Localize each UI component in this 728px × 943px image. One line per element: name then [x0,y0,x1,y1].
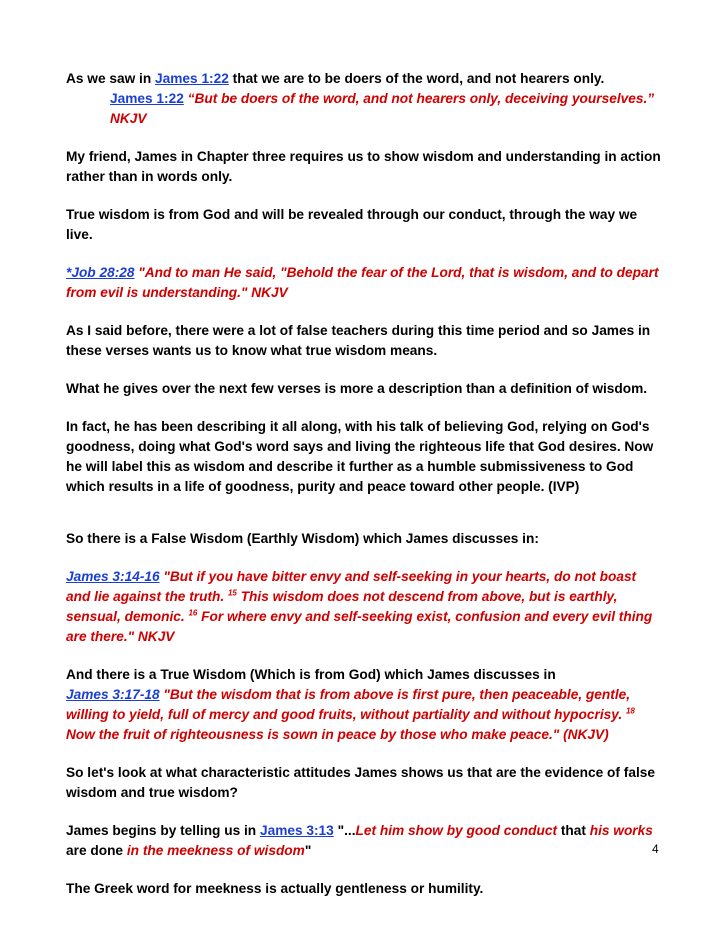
paragraph-doers-intro: As we saw in James 1:22 that we are to be doers of the word, and not hearers only. [66,71,605,86]
scripture-link-james-1-22-quote[interactable]: James 1:22 [110,91,184,106]
scripture-link-james-1-22[interactable]: James 1:22 [155,71,229,86]
paragraph-friend-james: My friend, James in Chapter three requires us to show wisdom and understanding in action rather than in words only. [66,149,661,184]
paragraph-in-fact: In fact, he has been describing it all along, with his talk of believing God, relying on God's goodness, doing what God's word says and living the righteous life that God desires. Now he will label this as wisdom and describe it further as a humble submissiveness to God which results in a life of goodness, purity and peace toward other people. (IVP) [66,419,654,494]
paragraph-james-3-13: James begins by telling us in James 3:13 "...Let him show by good conduct that his works are done in the meekness of wisdom" [66,823,653,858]
scripture-link-james-3-17-18[interactable]: James 3:17-18 [66,687,160,702]
scripture-link-james-3-13[interactable]: James 3:13 [259,823,334,838]
paragraph-true-wisdom: True wisdom is from God and will be revealed through our conduct, through the way we live. [66,207,638,242]
verse-number: 15 [227,588,237,598]
document-page [66,69,662,917]
paragraph-james-3-14-16: James 3:14-16 "But if you have bitter envy and self-seeking in your hearts, do not boast and lie against the truth. $^{15}$ This wisdom does not descend from above, but is earthly, sensual, demonic. $^{16}$ For where envy and self-seeking exist, confusion and every evil thing are there." NKJV [66,569,653,644]
paragraph-job-quote: *Job 28:28 "And to man He said, "Behold the fear of the Lord, that is wisdom, and to depart from evil is understanding." NKJV [66,265,659,300]
paragraph-description: What he gives over the next few verses is more a description than a definition of wisdom. [66,381,648,396]
paragraph-characteristics: So let's look at what characteristic attitudes James shows us that are the evidence of false wisdom and true wisdom? [66,765,655,800]
scripture-link-job-28-28[interactable]: *Job 28:28 [66,265,135,280]
verse-number: 18 [625,706,635,716]
scripture-link-james-3-14-16[interactable]: James 3:14-16 [66,569,160,584]
page-number: 4 [652,842,659,856]
paragraph-false-wisdom: So there is a False Wisdom (Earthly Wisdom) which James discusses in: [66,531,539,546]
indented-quote-james-1-22: James 1:22 “But be doers of the word, and not hearers only, deceiving yourselves.” NKJV [110,91,655,126]
verse-number: 16 [188,608,198,618]
paragraph-greek-meekness: The Greek word for meekness is actually gentleness or humility. [66,881,484,896]
paragraph-false-teachers: As I said before, there were a lot of false teachers during this time period and so James in these verses wants us to know what true wisdom means. [66,323,651,358]
paragraph-true-wisdom-intro: And there is a True Wisdom (Which is from God) which James discusses in James 3:17-18 "But the wisdom that is from above is first pure, then peaceable, gentle, willing to yield, full of mercy and good fruits, without partiality and without hypocrisy. $^{18}$ Now the fruit of righteousness is sown in peace by those who make peace." (NKJV) [66,667,635,742]
